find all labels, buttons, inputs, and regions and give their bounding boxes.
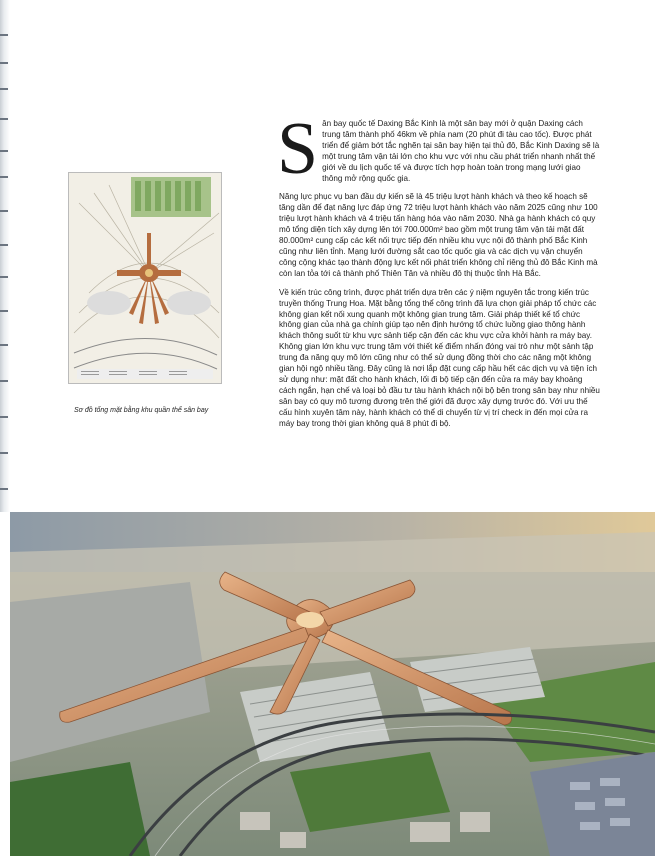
drop-cap: S: [277, 108, 319, 190]
article-paragraph-2: Năng lực phục vụ ban đầu dự kiến sẽ là 45 triệu lượt hành khách và theo kế hoạch sẽ tăng dần để đạt năng lực đáp ứng 72 triệu lượt hành khách vào năm 2025 cũng như 100 triệu lượt hành khách và 4 triệu tấn hàng hóa vào năm 2030. Nhà ga hành khách có quy mô tổng diện tích xây dựng lên tới 700.000m² bao gồm một trung tâm vận tải mặt đất 80.000m² cung cấp các kết nối trực tiếp đến nhiều khu vực nội đô thành phố Bắc Kinh cũng như liên tỉnh. Mạng lưới đường sắt cao tốc quốc gia và các dịch vụ vận chuyển công cộng khác tạo thành động lực kết nối phát triển không chỉ riêng thủ đô Bắc Kinh mà còn lan tỏa tới cả thành phố Thiên Tân và nhiều đô thị thuộc tỉnh Hà Bắc.: [279, 192, 598, 278]
article-paragraph-3: Về kiến trúc công trình, được phát triển dựa trên các ý niệm nguyên tắc trong kiến trúc truyền thống Trung Hoa. Mặt bằng tổng thể công trình đã lựa chọn giải pháp tổ chức các không gian kết nối xung quanh một không gian trung tâm. Giải pháp thiết kế tổ chức không gian của nhà ga chính giúp tạo nên định hướng tổ chức luồng giao thông hành khách thông suốt từ khu vực sảnh tiếp cận đến các khu vực cửa khởi hành ra máy bay. Không gian lớn khu vực trung tâm với thiết kế điểm nhấn đóng vai trò như một sảnh tập trung đa năng quy mô lớn cũng như có thể sử dụng đồng thời cho các năng một không gian hội ngộ nhiều tầng. Đây cũng là nơi lắp đặt cung cấp hầu hết các dịch vụ và tiện ích sử dụng như: mặt đất cho hành khách, lối đi bộ tiếp cận đến cửa ra máy bay khoảng cách ngắn, hạn chế và loại bỏ đầu tư tàu hành khách nội bộ bên trong sân bay như nhiều sân bay có quy mô tương đương trên thế giới đã được xây dựng trước đó. Với ưu thế cấu hình xuyên tâm này, hành khách có thể di chuyển từ vị trí check in đến mọi cửa ra máy bay trong thời gian không quá 8 phút đi bộ.: [279, 287, 600, 428]
aerial-photo: [10, 512, 655, 856]
page-edge-strip: [0, 0, 10, 512]
article-paragraph-1: Sân bay quốc tế Daxing Bắc Kinh là một sân bay mới ở quận Daxing cách trung tâm thành phố 46km về phía nam (20 phút đi tàu cao tốc). Được phát triển để giảm bớt tắc nghẽn tại sân bay hiện tại thủ đô, Bắc Kinh Daxing sẽ là một trung tâm vận tải lớn cho khu vực với nhu cầu phát triển nhanh nhất thế giới về du lịch quốc tế và được tích hợp hoàn toàn trong mạng lưới giao thông mở rộng quốc gia.: [277, 108, 600, 190]
site-plan-figure: [68, 172, 222, 384]
article-body: [277, 108, 601, 437]
figure-caption: Sơ đồ tổng mặt bằng khu quần thể sân bay: [74, 407, 209, 414]
